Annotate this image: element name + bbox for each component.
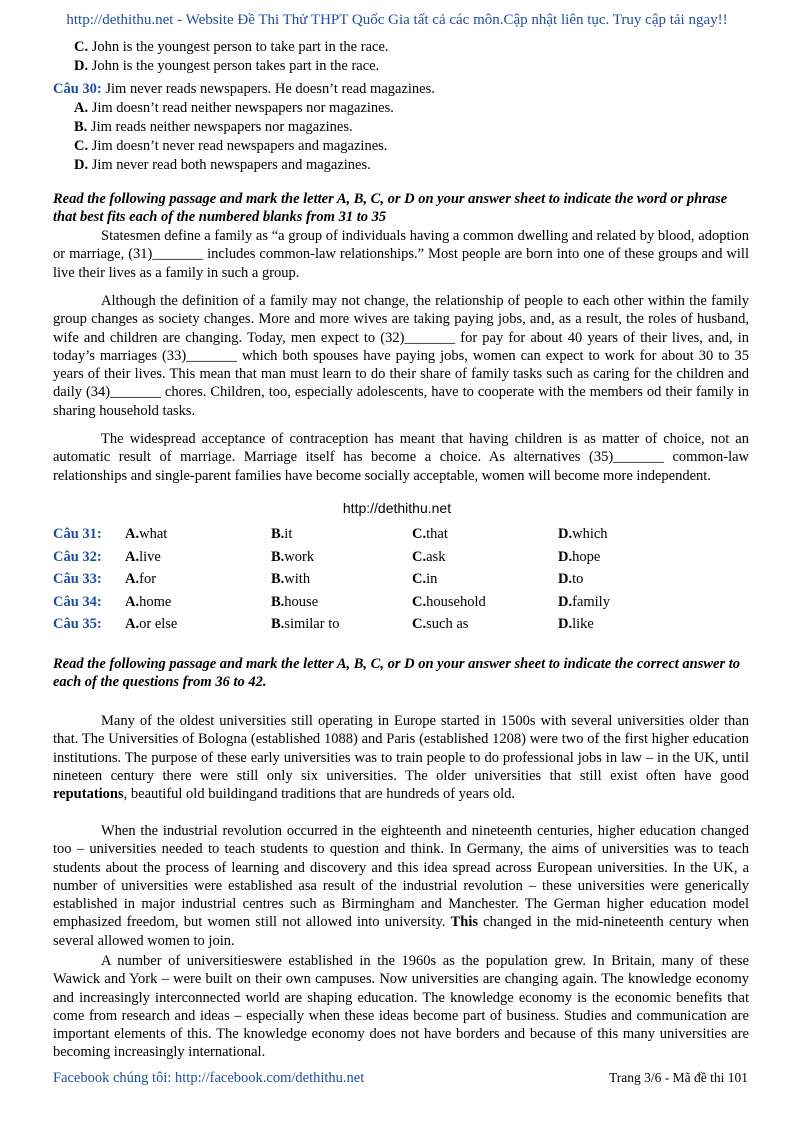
instruction-31-35: Read the following passage and mark the letter A, B, C, or D on your answer sheet to indicate the word or phrase that best fits each of the numbered blanks from 31 to 35 (53, 191, 728, 225)
highlighted-word-this: This (450, 914, 478, 931)
footer-page-number: Trang 3/6 - Mã đề thi 101 (609, 1070, 748, 1085)
option-d: D. Jim never read both newspapers and magazines. (74, 157, 371, 173)
page-header-link[interactable]: http://dethithu.net - Website Đề Thi Thử THPT Quốc Gia tất cả các môn.Cập nhật liên tục. Truy cập tải ngay!! (66, 12, 728, 28)
passage1-paragraph3: The widespread acceptance of contraception has meant that having children is as matter of choice, not an automatic result of marriage. Marriage itself has become a choice. As alternatives (35)_______ common-law relationships and single-parent families have become socially acceptable, women will become more independent. (53, 431, 749, 484)
footer-facebook-link[interactable]: Facebook chúng tôi: http://facebook.com/dethithu.net (53, 1070, 365, 1086)
passage1-paragraph2: Although the definition of a family may not change, the relationship of people to each other within the family group changes as society changes. More and more wives are taking paying jobs, and, as a result, the roles of husband, wife and children are changing. Today, men expect to (32)_______ for pay for about 40 years of their lives, and, in today’s marriages (33)_______ which both spouses have paying jobs, women can expect to work for about 30 to 35 years of their lives. This mean that man must learn to do their share of family tasks such as caring for the children and daily (34)_______ chores. Children, too, especially adolescents, have to cooperate with the members od their family in sharing household tasks. (53, 293, 749, 419)
option-b: B. Jim reads neither newspapers nor magazines. (74, 119, 353, 135)
question-30 (53, 80, 435, 175)
watermark-link[interactable]: http://dethithu.net (342, 500, 452, 516)
question-29-options (74, 38, 389, 76)
passage1-paragraph1: Statesmen define a family as “a group of individuals having a common dwelling and related by blood, adoption or marriage, (31)_______ includes common-law relationships.” Most people are born into one of these groups and will live their lives as a family in such a group. (53, 228, 749, 281)
passage2-paragraph3: A number of universitieswere established in the 1960s as the population grew. In Britain, many of these Wawick and York – were built on their own campuses. Now universities are changing again. The knowledge economy and increasingly interconnected world are shaping education. The knowledge economy is the economic benefits that come from research and ideas – especially when these ideas become part of business. Studies and communication are important elements of this. The knowledge economy does not have borders and because of this many universities are becoming increasingly international. (53, 953, 749, 1061)
passage2-paragraph1: Many of the oldest universities still operating in Europe started in 1500s with several universities older than that. The Universities of Bologna (established 1088) and Paris (established 1208) were two of the first higher education institutions. The purpose of these early universities was to train people to do professional jobs in law – in the UK, until nineteen century there were still only six universities. The older universities that still exist often have good reputations, beautiful old buildingand traditions that are hundreds of years old. (53, 713, 749, 803)
option-c: C. John is the youngest person to take part in the race. (74, 39, 389, 55)
question-30-stem: Câu 30: Jim never reads newspapers. He doesn’t read magazines. (53, 81, 435, 97)
option-a: A. Jim doesn’t read neither newspapers nor magazines. (74, 100, 394, 116)
highlighted-word-reputations: reputations (53, 786, 124, 803)
option-d: D. John is the youngest person takes part in the race. (74, 58, 380, 74)
passage2-paragraph2: When the industrial revolution occurred in the eighteenth and nineteenth centuries, higher education changed too – universities needed to teach students to question and think. In Germany, the aims of universities was to teach students about the process of learning and discovery and this idea spread across European universities. In the UK, a number of universities were established asa result of the industrial revolution – these universities were generically established in major industrial centres such as Birmingham and Manchester. The German higher education model emphasized freedom, but women still not allowed into university. This changed in the mid-nineteenth century when several allowed women to join. (53, 823, 750, 949)
instruction-36-42: Read the following passage and mark the letter A, B, C, or D on your answer sheet to indicate the correct answer to each of the questions from 36 to 42. (53, 656, 741, 690)
option-c: C. Jim doesn’t never read newspapers and magazines. (74, 138, 388, 154)
